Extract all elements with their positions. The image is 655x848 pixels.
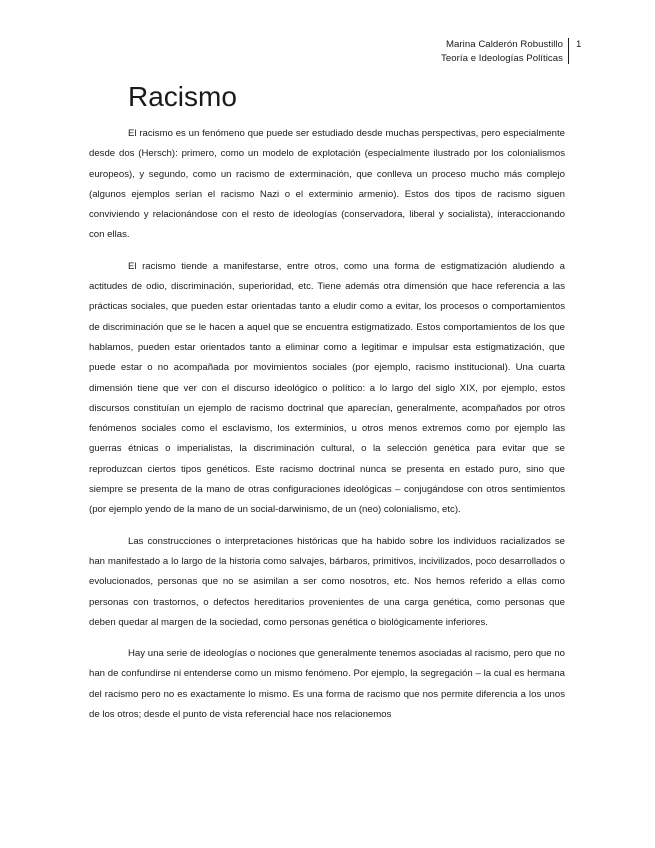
paragraph-4: Hay una serie de ideologías o nociones que generalmente tenemos asociadas al racismo, pero que no han de confundirse ni entenderse como un mismo fenómeno. Por ejemplo, la segregación – la cual es hermana del racismo pero no es exactamente lo mismo. Es una forma de racismo que nos permite diferencia a los unos de los otros; desde el punto de vista referencial hace nos relacionemos [89, 648, 565, 721]
paragraph-1: El racismo es un fenómeno que puede ser estudiado desde muchas perspectivas, pero especialmente desde dos (Hersch): primero, como un modelo de explotación (especialmente ilustrado por los colonialismos europeos), y segundo, como un racismo de exterminación, que conlleva un proceso mucho más complejo (algunos ejemplos serían el racismo Nazi o el exterminio armenio). Estos dos tipos de racismo siguen conviviendo y relacionándose con el resto de ideologías (conservadora, liberal y socialista), interaccionando con ellas. [89, 128, 565, 241]
paragraph-2: El racismo tiende a manifestarse, entre otros, como una forma de estigmatización aludiendo a actitudes de odio, discriminación, superioridad, etc. Tiene además otra dimensión que hace referencia a las prácticas sociales, que pueden estar orientadas tanto a eludir como a evitar, los procesos o comportamientos de discriminación que se le hacen a aquel que se encuentra estigmatizado. Estos comportamientos de los que hablamos, pueden estar orientados tanto a eliminar como a legitimar e impulsar esta estigmatización, que puede estar o no acompañada por movimientos sociales (por ejemplo, racismo institucional). Una cuarta dimensión tiene que ver con el discurso ideológico o político: a lo largo del siglo XIX, por ejemplo, estos discursos constituían un ejemplo de racismo doctrinal que aparecían, generalmente, acompañados por otros fenómenos sociales como el esclavismo, los exterminios, u otros menos extremos como por ejemplo las guerras étnicas o imperialistas, la discriminación cultural, o la selección genética para evitar que se reproduzcan ciertos tipos genéticos. Este racismo doctrinal nunca se presenta en estado puro, sino que siempre se presenta de la mano de otras configuraciones ideológicas – conjugándose con otros sentimientos (por ejemplo yendo de la mano de un social-darwinismo, de un (neo) colonialismo, etc). [89, 260, 565, 516]
running-header [441, 38, 563, 65]
document-body [89, 124, 565, 736]
header-author: Marina Calderón Robustillo [445, 39, 563, 50]
header-divider [568, 38, 569, 64]
document-title: Racismo [128, 81, 237, 112]
header-course: Teoría e Ideologías Políticas [441, 52, 563, 64]
page-number: 1 [576, 39, 582, 50]
paragraph-3: Las construcciones o interpretaciones históricas que ha habido sobre los individuos racializados se han manifestado a lo largo de la historia como salvajes, bárbaros, primitivos, incivilizados, poco desarrollados o evolucionados, personas que no se asimilan a ser como nosotros, etc. Nos hemos referido a ellas como personas con trastornos, o defectos hereditarios provenientes de una carga genética, como personas que deben quedar al margen de la sociedad, como personas genética o biológicamente inferiores. [89, 535, 565, 628]
